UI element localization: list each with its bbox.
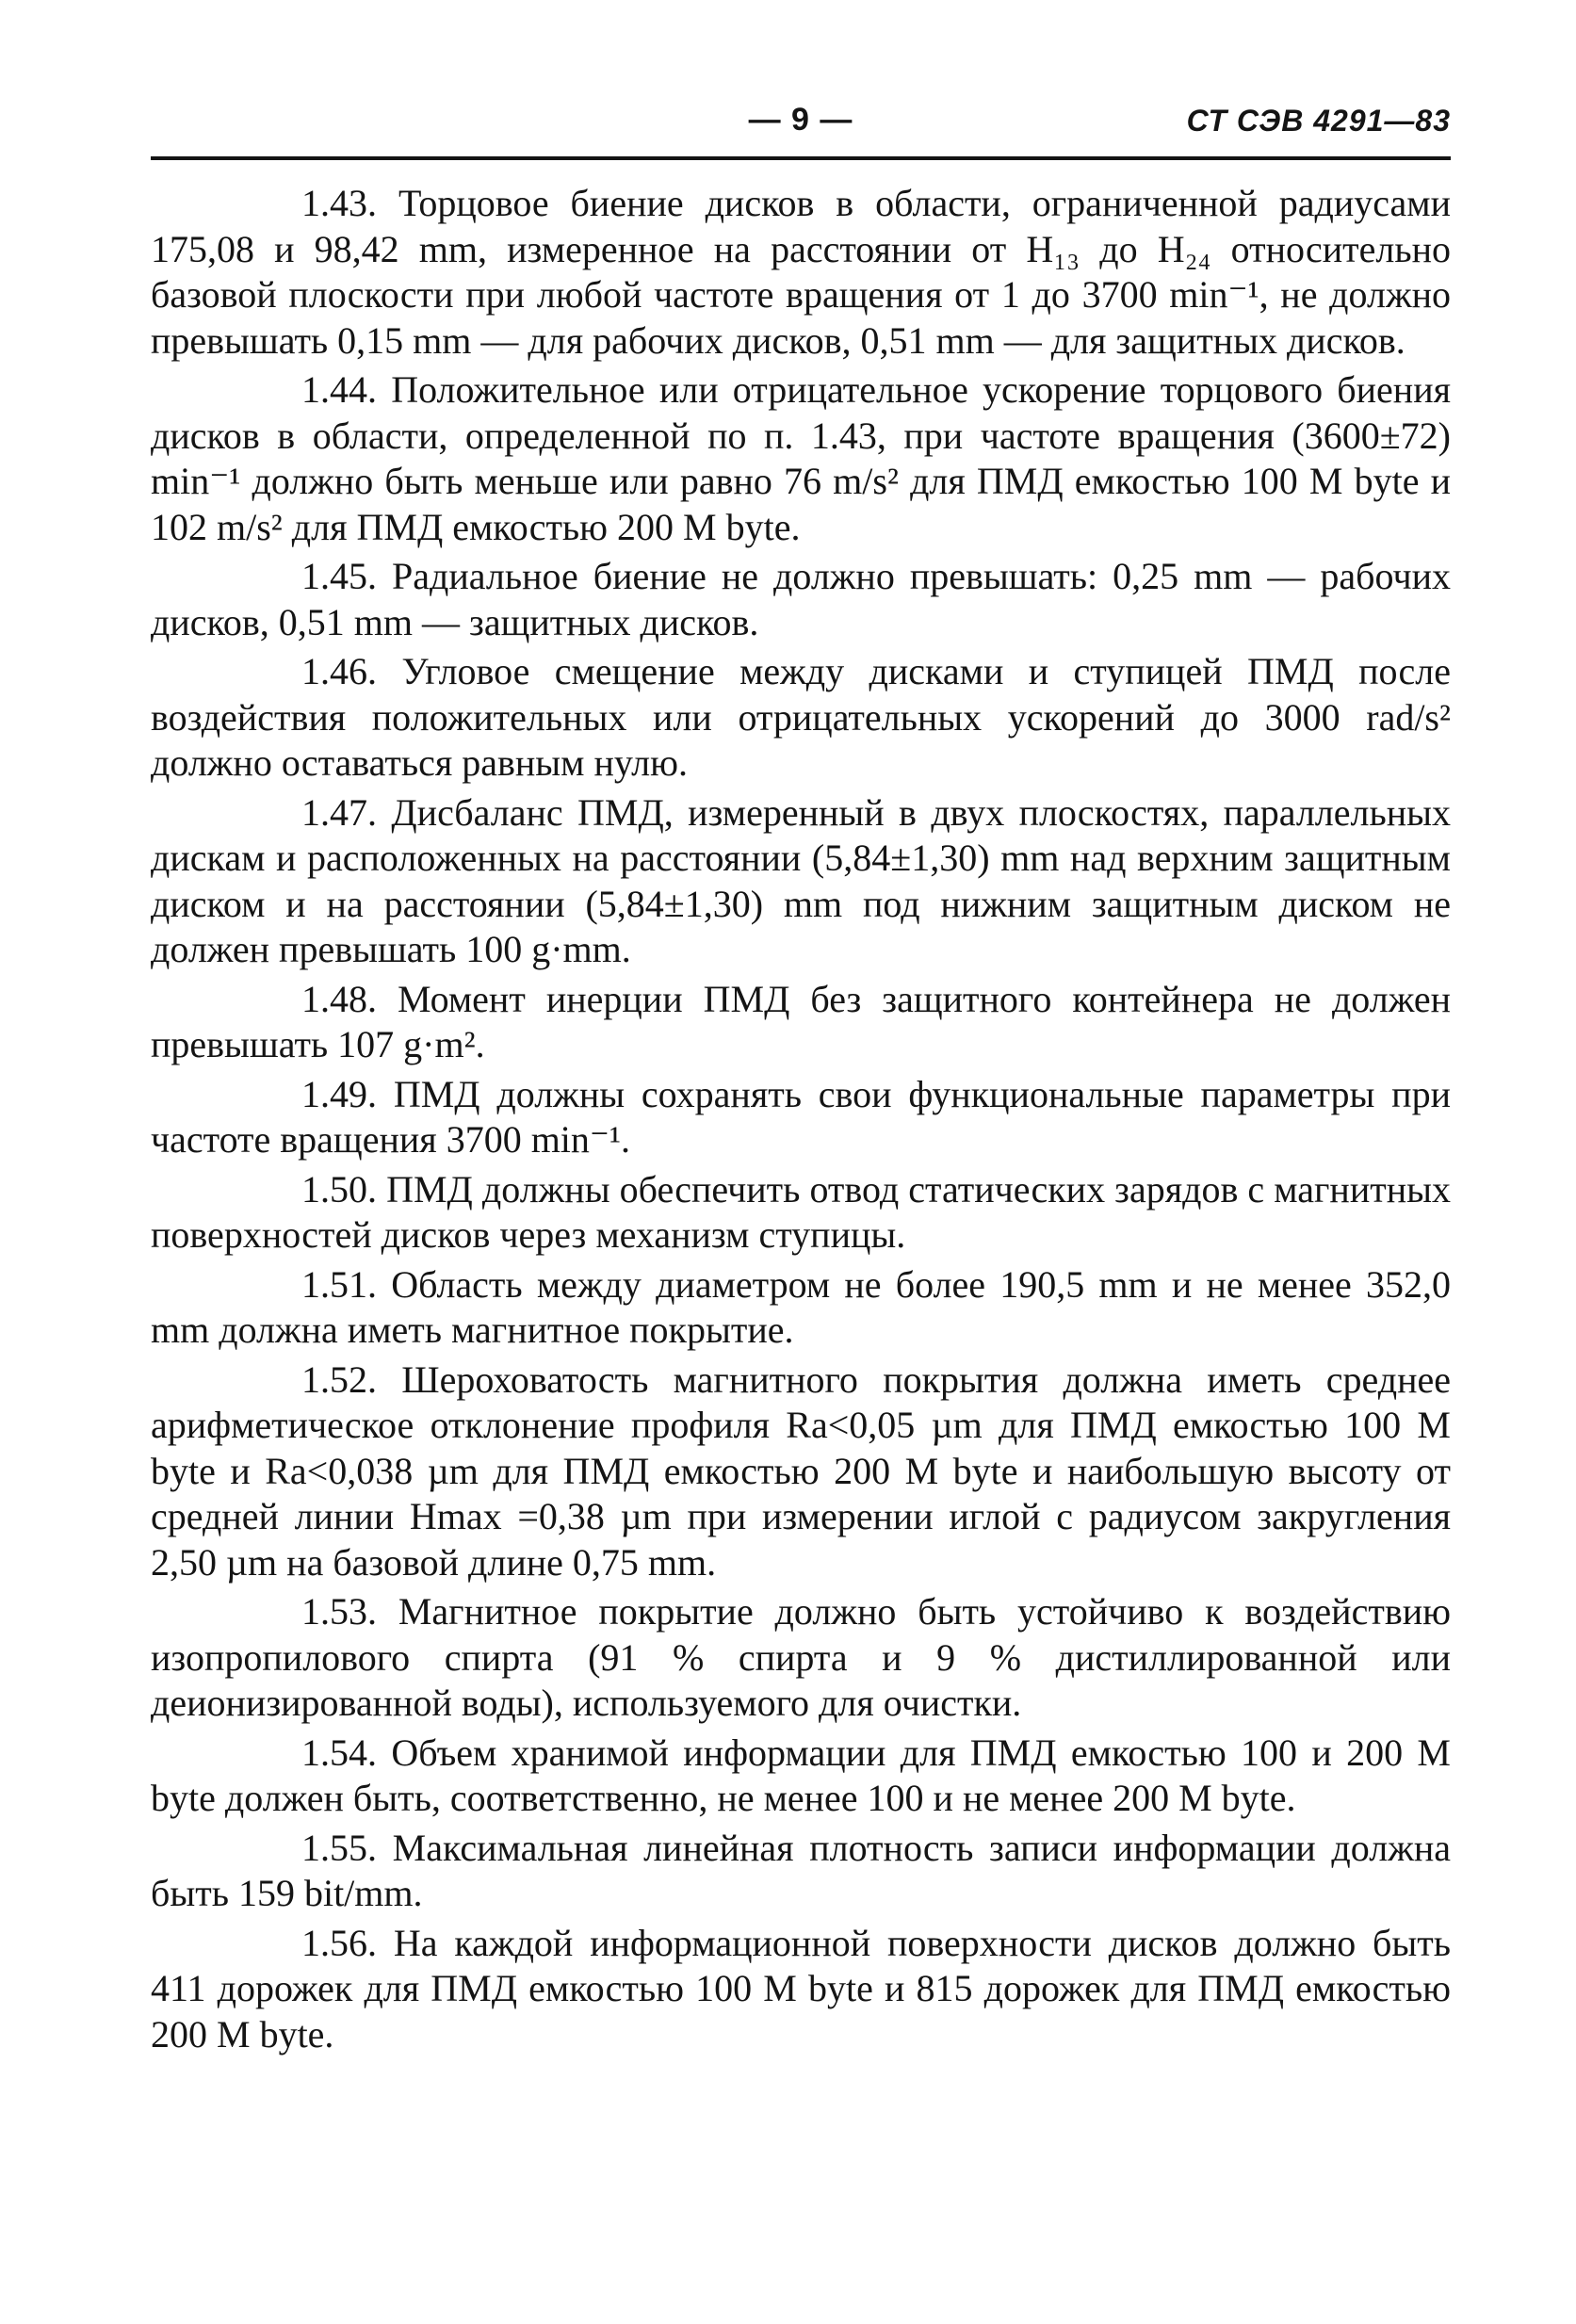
clause-text: Радиальное биение не должно превышать: 0,25 mm — рабочих дисков, 0,51 mm — защитных дисков. [151,555,1451,643]
clause-number: 1.56. [301,1921,377,1964]
clause-1-45 [151,554,1451,645]
clause-1-54 [151,1731,1451,1822]
clause-1-44 [151,367,1451,550]
clause-text: На каждой информационной поверхности дисков должно быть 411 дорожек для ПМД емкостью 100 M byte и 815 дорожек для ПМД емкостью 200 M byte. [151,1921,1452,2056]
clause-text: Угловое смещение между дисками и ступицей ПМД после воздействия положительных или отрицательных ускорений до 3000 rad/s² должно оставаться равным нулю. [151,650,1452,784]
standard-code: СТ СЭВ 4291—83 [1186,104,1451,138]
clause-text: Торцовое биение дисков в области, ограниченной радиусами 175,08 и 98,42 mm, измеренное на расстоянии от H₁₃ до H₂₄ относительно базовой плоскости при любой частоте вращения от 1 до 3700 min⁻¹, не должно превышать 0,15 mm — для рабочих дисков, 0,51 mm — для защитных дисков. [151,182,1452,362]
clause-number: 1.48. [301,977,377,1020]
clause-text: Шероховатость магнитного покрытия должна иметь среднее арифметическое отклонение профиля Ra<0,05 µm для ПМД емкостью 100 M byte и Ra<0,038 µm для ПМД емкостью 200 M byte и наибольшую высоту от средней линии Hmax =0,38 µm при измерении иглой с радиусом закругления 2,50 µm на базовой длине 0,75 mm. [151,1357,1452,1584]
clause-1-47 [151,790,1451,973]
clause-1-43 [151,181,1451,364]
clause-text: Момент инерции ПМД без защитного контейнера не должен превышать 107 g·m². [151,977,1451,1065]
clause-number: 1.45. [301,555,377,597]
clause-1-49 [151,1072,1451,1163]
clause-number: 1.44. [301,368,377,411]
clause-number: 1.53. [301,1590,377,1633]
clause-text: Положительное или отрицательное ускорение торцового биения дисков в области, определенной по п. 1.43, при частоте вращения (3600±72) min⁻¹ должно быть меньше или равно 76 m/s² для ПМД емкостью 100 M byte и 102 m/s² для ПМД емкостью 200 M byte. [151,368,1451,548]
clause-1-51 [151,1262,1451,1354]
clause-number: 1.50. [301,1167,377,1211]
clause-1-52 [151,1357,1451,1586]
clause-1-48 [151,977,1451,1068]
clause-text: Область между диаметром не более 190,5 mm и не менее 352,0 mm должна иметь магнитное покрытие. [151,1262,1452,1351]
clause-number: 1.46. [301,650,377,692]
clause-1-53 [151,1589,1451,1727]
clause-1-56 [151,1921,1451,2058]
clause-text: Дисбаланс ПМД, измеренный в двух плоскостях, параллельных дискам и расположенных на расстоянии (5,84±1,30) mm над верхним защитным диском и на расстоянии (5,84±1,30) mm под нижним защитным диском не должен превышать 100 g·mm. [151,790,1451,970]
clause-1-50 [151,1167,1451,1259]
header-rule [151,156,1451,160]
document-page [151,94,1451,2061]
clause-number: 1.49. [301,1072,377,1115]
clause-number: 1.43. [301,182,377,224]
clause-text: Объем хранимой информации для ПМД емкостью 100 и 200 M byte должен быть, соответственно, не менее 100 и не менее 200 M byte. [151,1731,1451,1819]
clause-text: ПМД должны сохранять свои функциональные параметры при частоте вращения 3700 min⁻¹. [151,1072,1451,1161]
clause-number: 1.55. [301,1826,377,1869]
clause-number: 1.52. [301,1357,377,1401]
clause-number: 1.47. [301,790,377,834]
document-body [151,153,1451,2057]
clause-text: Максимальная линейная плотность записи информации должна быть 159 bit/mm. [151,1826,1452,1914]
page-header [151,94,1451,153]
clause-1-46 [151,649,1451,787]
page-number: — 9 — [748,102,853,138]
clause-1-55 [151,1826,1451,1917]
clause-text: ПМД должны обеспечить отвод статических зарядов с магнитных поверхностей дисков через механизм ступицы. [151,1167,1452,1256]
clause-text: Магнитное покрытие должно быть устойчиво к воздействию изопропилового спирта (91 % спирта и 9 % дистиллированной или деионизированной воды), используемого для очистки. [151,1590,1451,1724]
clause-number: 1.51. [301,1262,377,1306]
clause-number: 1.54. [301,1731,377,1774]
